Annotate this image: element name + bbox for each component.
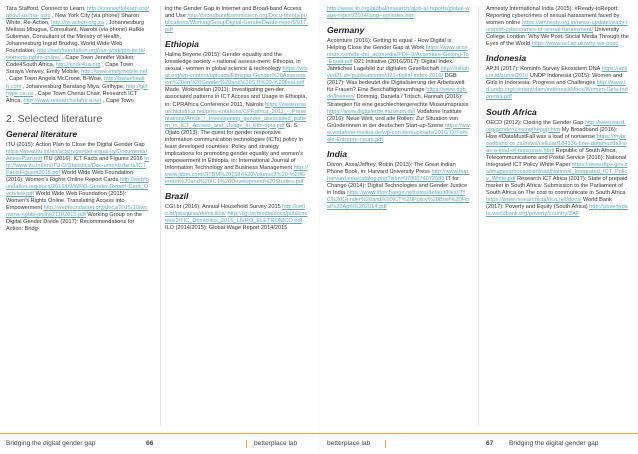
country-heading-germany: Germany <box>327 25 365 36</box>
reference-text: ILO (2014/2015): Global Wage Report 2014/2015 <box>165 225 288 232</box>
reference-text: D21 Initiative (2016/2017): Digital Index. Jährliches Lagebild zur digitalen Gesellschaft <box>327 59 454 73</box>
reference-text: , New York City (via phone) <box>52 13 120 20</box>
footer-title: Bridging the digital gender gap <box>509 440 599 447</box>
reference-link[interactable]: http://www.emilymobile.net <box>81 69 148 76</box>
reference-text: , Cape Town <box>62 55 94 62</box>
reference-link[interactable]: https://www.dtps.gov.za/images/phocadownload/National_Integrated_ICT_Policy_White.pdf <box>486 161 628 182</box>
reference-text: Working Group on the Digital Gender Divide (2017): Recommendations for Action: Bridg- <box>6 212 143 233</box>
page-number: 67 <box>486 440 494 447</box>
page-number: 66 <box>146 440 154 447</box>
reference-link[interactable]: http://initiatived21.de/publikationen/d21-digital-index-2016/ <box>327 66 469 80</box>
subsection-title: General literature <box>6 128 78 139</box>
reference-list <box>486 120 629 219</box>
country-heading-india: India <box>327 148 348 159</box>
reference-text: Angela McCrone, B-Wise, <box>38 76 103 83</box>
reference-text: , Johannesburg <box>105 20 145 27</box>
reference-text: My Broadband (2016): How #DataMustFall was a load of nonsense <box>486 126 618 140</box>
right-column-1 <box>327 6 470 211</box>
reference-link[interactable]: http://www.researchictafrica.net <box>23 97 102 104</box>
reference-link[interactable]: http://cgi.br/media/docs/publicacoes/2/TIC_Domicilios_2015_LIVRO_ELETRONICO.pdf <box>165 211 308 225</box>
reference-text: Sharon White, Re-Action, <box>6 13 140 27</box>
country-heading-brazil: Brazil <box>165 191 189 202</box>
left-column-1 <box>6 6 149 233</box>
contacts-list <box>6 6 149 105</box>
reference-link[interactable]: https://www.digitalerbe.museum.de/ <box>327 108 416 115</box>
footer-title: Bridging the digital gender gap <box>6 440 96 447</box>
reference-link[interactable]: https://www.ucl.ac.uk/why-we-post/ <box>531 41 619 48</box>
reference-text: APJII (2017): Kominfo Survey Ekosistem DNA <box>486 66 601 73</box>
reference-link[interactable]: https://apjii.or.id/survei2016 <box>486 66 628 80</box>
reference-link[interactable]: https://www.itu.int/en/action/gender-equal-ity/Documents/ActionPlan.pdf <box>6 148 148 162</box>
reference-list <box>327 162 470 211</box>
reference-link[interactable]: http://webfoundation.org/docs/2016/09/WRO-Gender-Report-Card_Overview.pdf <box>6 176 149 197</box>
reference-text: World Wide Web Foundation (2016): Women's Rights Online Report Cards <box>6 169 133 183</box>
reference-link[interactable]: http://www.id.undp.org/content/dam/indonesia/docs/Women-Girls-Indonesia.pdf <box>486 80 628 101</box>
footer-separator <box>246 440 247 448</box>
reference-link[interactable]: http://code4sa.org <box>55 62 101 69</box>
column-divider <box>160 6 161 426</box>
reference-text: Republic of South Africa, Telecommunications and Postal Service (2016): National Integrated ICT Policy White Paper <box>486 147 627 168</box>
reference-text: University College London: Why We Post. Social Media Through the Eyes of the World <box>486 27 629 48</box>
reference-link[interactable]: http://connecttolearn.org/about-us/ma- <box>6 6 149 20</box>
reference-link[interactable]: https://www.dgb.de/themen/ <box>327 87 468 101</box>
reference-text: IT for Change (2014): Digital Technologies and Gender Justice in India <box>327 175 468 196</box>
reference-text: DGB (2017): Was bedeutet die Digitalisierung der Arbeitswelt für Frauen? Eine Beschäftigtenumfrage <box>327 73 465 94</box>
reference-text: G. S. Ojiato (2013): The quest for gender responsive information communication technologies (ICTs) policy in least developed countries: Policy and strategy implications for promoting gender equality and women's empowerment in Ethiopia, in: International Journal of Information Technology and Business Management <box>165 122 304 171</box>
right-page-footer <box>319 433 638 454</box>
reference-text: Amnesty International India (2015): #Ready-toReport: Reporting cybercrimes of sexual harassment faced by women online <box>486 6 620 27</box>
reference-text: , Johannesburg <box>22 83 62 90</box>
reference-list <box>6 142 149 234</box>
reference-text: CGI.br (2016): Annual Household Survey 2015 <box>165 204 281 211</box>
reference-list <box>165 52 308 186</box>
reference-link[interactable]: http://cetic.br/pesquisa/domicilios/ <box>165 204 305 218</box>
reference-link[interactable]: http://bwisehealth.com <box>6 76 145 90</box>
reference-link[interactable]: ssio <box>40 13 51 20</box>
reference-link[interactable]: http://povertydata.worldbank.org/poverty/country/ZAF <box>486 204 628 218</box>
reference-text: ITU (2016): ICT Facts and Figures 2016 <box>43 155 143 162</box>
reference-list <box>327 38 470 144</box>
reference-link[interactable]: http://www.jitbm.com/JITBM%2015th%20Volume/3%20-%20Gender%20and%20ICT%20Development%20Studies.pdf <box>165 164 308 186</box>
reference-text: , Cape Town <box>6 76 37 83</box>
reference-text: UNDP Indonesia (2015): Women and Girls in Indonesia: Progress and Challenges <box>486 73 623 87</box>
reference-text: OECD (2012): Closing the Gender Gap <box>486 119 584 126</box>
column-divider <box>478 6 479 426</box>
reference-text: , Cape Town <box>34 90 66 97</box>
reference-text: Ingrid Brudvig, World Wide Web Foundation, <box>6 41 123 55</box>
footer-brand: betterplace lab <box>254 440 298 447</box>
reference-text: Jennifer Walker, Code4South Africa, <box>6 55 135 69</box>
reference-text: Chenai Chair, Research ICT Africa, <box>6 90 138 104</box>
reference-list <box>486 66 629 101</box>
reference-link[interactable]: http://www.oecd.org/gender/closingthegap.htm <box>486 119 626 133</box>
reference-text: Accenture (2016): Getting to equal - How Digital is Helping Close the Gender Gap at Work <box>327 38 452 52</box>
reference-text: Halina Beyene (2015): Gender equality and the knowledge society – national assess-ment: Ethiopia, in sexual - women in global science & technology <box>165 52 301 73</box>
reference-text: Melissa Mbugua, Consultant, Nairobi (via phone) <box>6 27 127 34</box>
footer-separator <box>385 440 386 448</box>
reference-text: Dömmig, Daniela / Tritsch, Hannah (2016): Strategien für eine geschlechtergerechte Museumspraxis <box>327 94 469 108</box>
reference-link[interactable]: https://www.accenture.com/de-de/_acnmedia/PDF-9/Accenture-Getting-To-Equal.pdf <box>327 45 469 66</box>
reference-link[interactable]: http://www.hup.harvard.edu/catalog.php?isbn=9780674072688 <box>327 168 470 182</box>
right-column-2 <box>486 6 629 218</box>
reference-text: Hafkie Sulieman, Consultant of the Ministry of Health, Johannesburg <box>6 27 145 48</box>
reference-list <box>486 6 629 48</box>
reference-text: ing the Gender Gap in Internet and Broad-band Access and Use <box>165 6 302 20</box>
reference-link[interactable]: https://amnesty.org.in/news-update/ready-toreport-cybercrimes-of-sexual-harassment/ <box>486 20 628 34</box>
reference-link[interactable]: https://www.itforchange.net/sites/default/files/ITfC%20Gender%20and%20ICT%20Policy%20Brief%20Final%20April%202014.pdf <box>327 189 470 211</box>
reference-text: ITU (2015): Action Plan to Close the Digital Gender Gap <box>6 141 145 148</box>
reference-list <box>327 6 470 20</box>
footer-brand: betterplace lab <box>327 440 371 447</box>
country-heading-indonesia: Indonesia <box>486 53 527 64</box>
reference-link[interactable]: http://www.itu.int/en/ITU-D/Statistics/Doc-uments/facts/ICTFactsFigures2016.pdf <box>6 155 149 176</box>
reference-link[interactable]: http://re-action.org.za <box>51 20 104 27</box>
reference-text: Doron, Assa/Jeffrey, Robin (2013): The Great Indian Phone Book, in: Harvard University Press <box>327 161 456 175</box>
reference-text: Vodafone Institute (2016): Neue Welt, und alte Rollen: Zur Situation von Gründerinnen in der deutschen Start-up-Szene <box>327 108 462 129</box>
reference-text: Research ICT Africa (2017): State of prepaid market in South Africa: Submission to the Parliament of South Africa on The cost to communicate in South Africa <box>486 175 628 196</box>
reference-text: Baratang Miya, Girlhype, <box>62 83 125 90</box>
reference-link[interactable]: http://www.ilo.org/global/research/glob-al-reports/global-wage-report/2014/lang--en/index.htm <box>327 6 470 20</box>
reference-list <box>165 204 308 232</box>
reference-text: World Wide Web Foundation (2015): Women's Rights Online. Translating Access into Empowerment <box>6 190 127 212</box>
left-column-2 <box>165 6 308 232</box>
reference-text: , Cape Town <box>102 62 134 69</box>
reference-link[interactable]: https://www.researchictafrica.net/docs/ <box>486 197 582 204</box>
reference-link[interactable]: http://webfoundation.org/our-work/pro-jects/womens-rights-online/ <box>6 48 145 62</box>
reference-link[interactable]: https://mybroadband.co.za/news/cellular/184336-how-datamustfall-was-a-load-of-nonsense.html <box>486 133 627 154</box>
left-page-footer <box>0 433 319 454</box>
page-gutter <box>318 0 320 453</box>
reference-link[interactable]: http://webfoundation.org/docs/2015/10/womens-rights-online21102015.pdf <box>6 205 148 219</box>
reference-text: World Bank (2017): Poverty and Equity (South Africa) <box>486 197 612 211</box>
country-heading-ethiopia: Ethiopia <box>165 39 199 50</box>
reference-text: Made, Wokindelan (2011): Investigating gen-der associated patterns in ICT Access and Usage in Ethiopia, in: CPRAfrica Conference 2011, Nairobi <box>165 87 307 108</box>
reference-text: , Cape Town <box>102 97 134 104</box>
reference-link[interactable]: https://wisat.org/wp-content/uploads/Ethiopia-Gender%20Assessment%20on%20Gender%20and%20STI%20-%20final.pdf <box>165 66 308 87</box>
reference-link[interactable]: http://girlhype.co.za <box>6 83 148 97</box>
section-title: 2. Selected literature <box>6 112 103 125</box>
reference-link[interactable]: http://broadbandcommission.org/Docu-ments/publications/WorkingGroupDigital-GenderDivide-report2017.pdf <box>165 13 308 34</box>
reference-text: Soraya Verwey, Emily Mobile, <box>6 69 80 76</box>
reference-text: Tara Stafford, Connect to Learn, <box>6 6 86 12</box>
reference-list <box>165 6 308 34</box>
country-heading-south-africa: South Africa <box>486 106 537 117</box>
reference-link[interactable]: https://www.researchictafrica.net/pres-entations/CPRafrica_2011_-_Presentations/Amde_-_Investigating_gender_associated_pattern_in_ICT_Access_and_Usage_in_Ethi-opia.pdf <box>165 101 307 129</box>
reference-link[interactable]: https://www.vodafone-institut.de/wp-con-tent/uploads/2016/12/Female-Entrepre-neurs.pdf <box>327 122 470 143</box>
